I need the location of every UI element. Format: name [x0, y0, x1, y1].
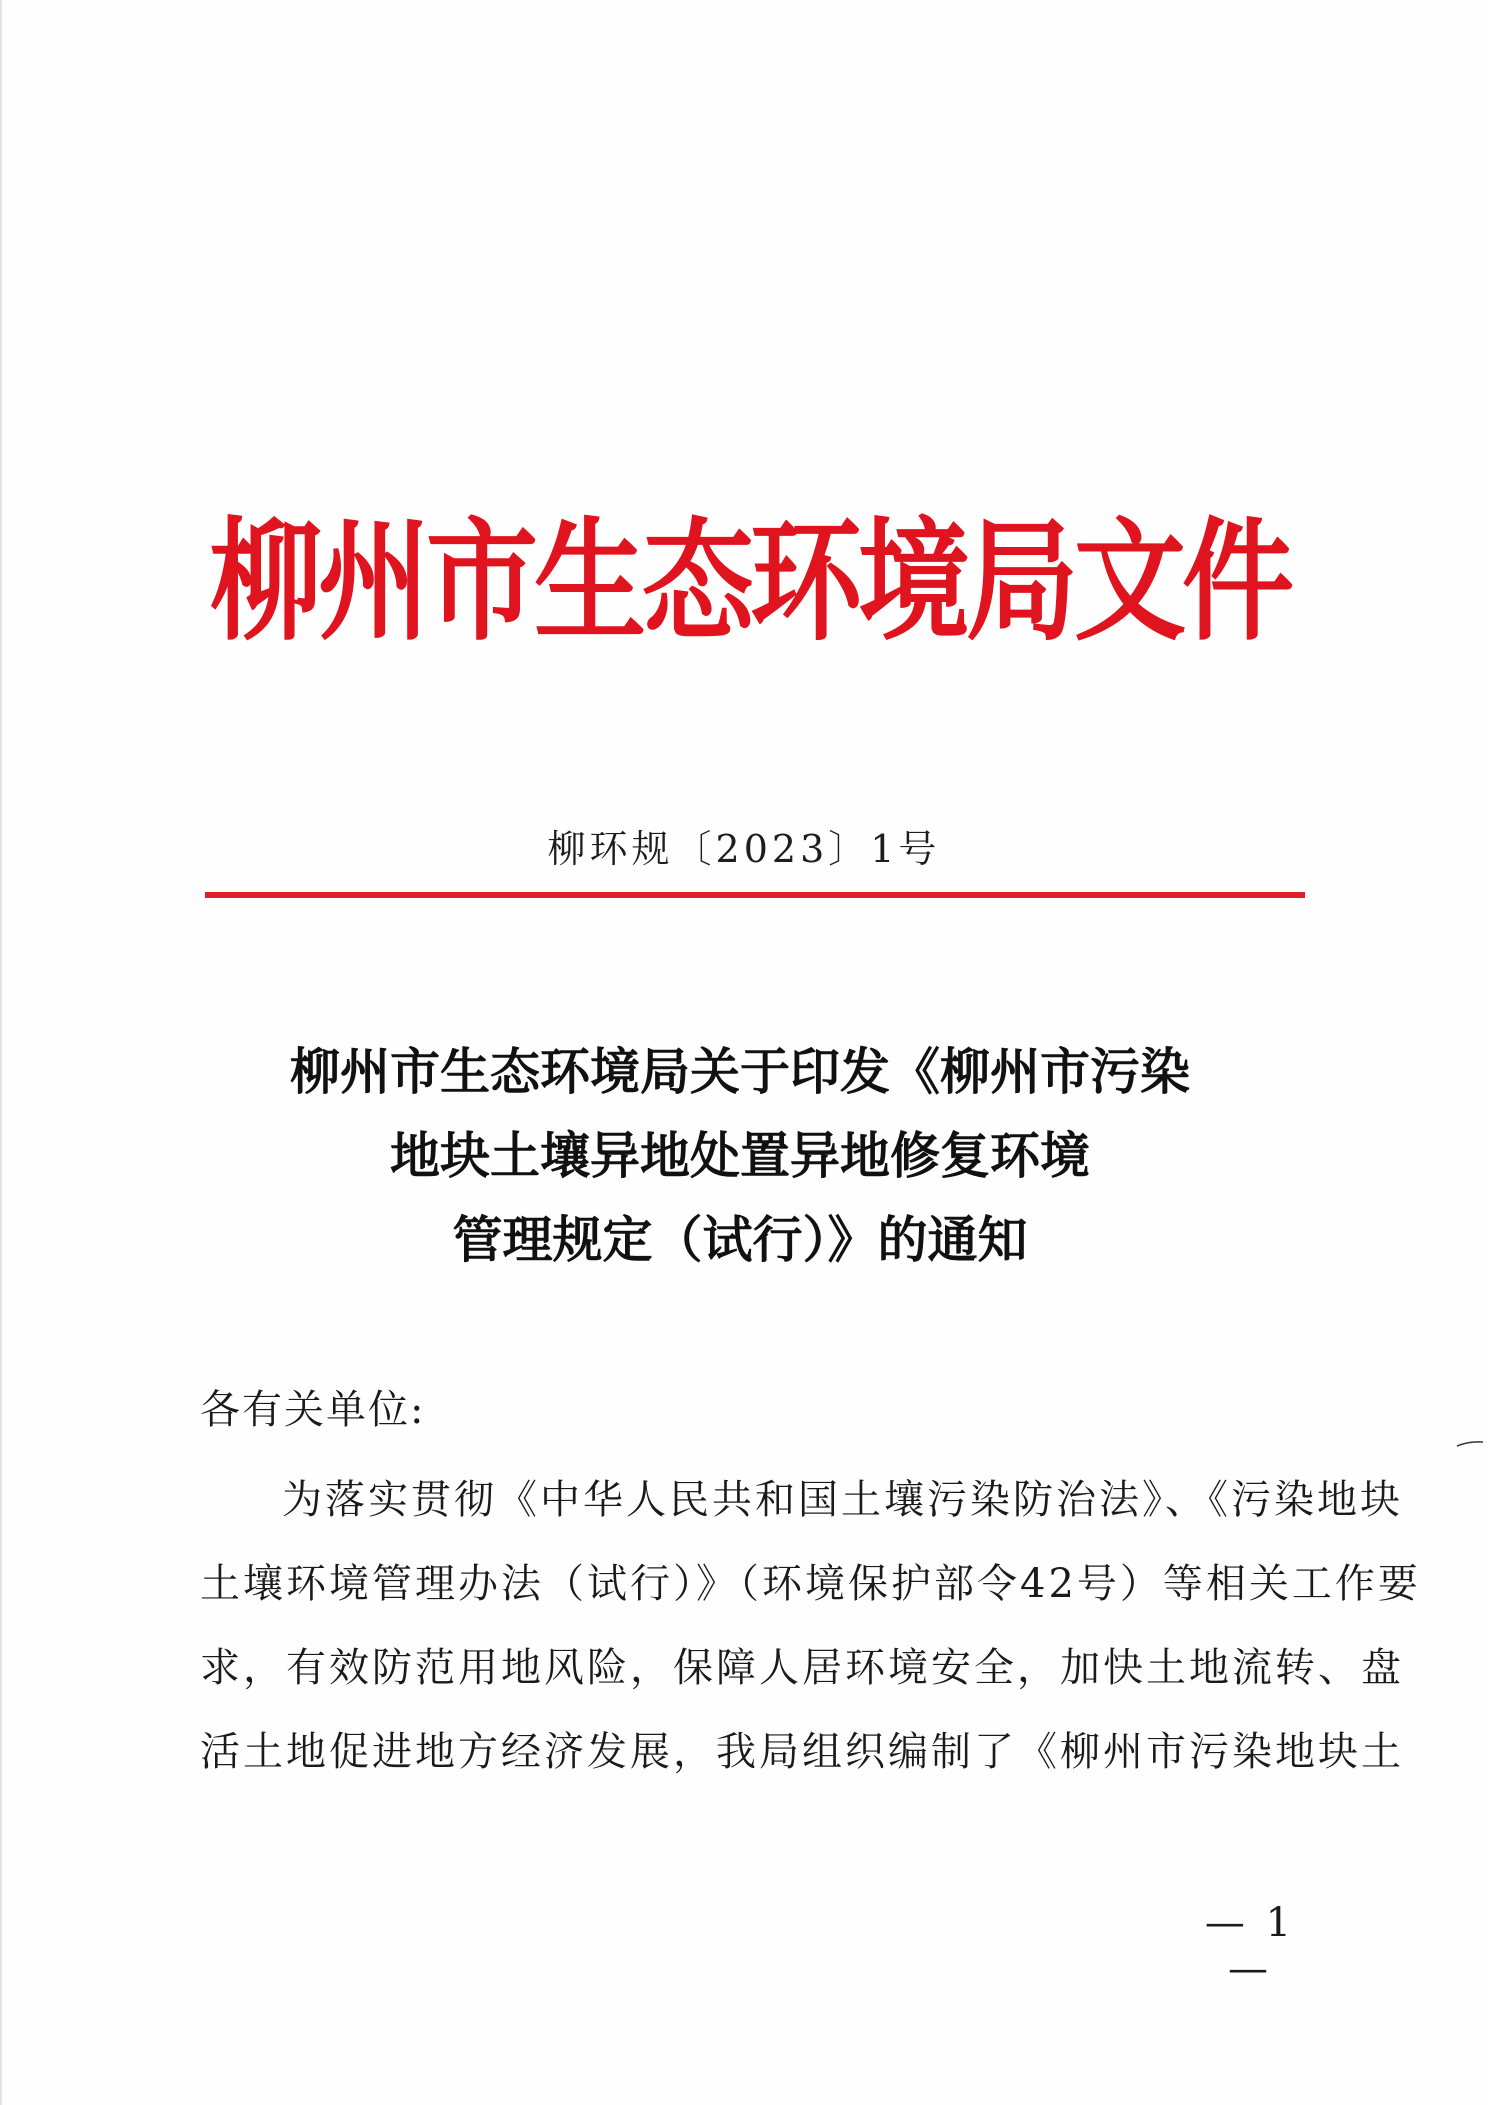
red-divider-line — [205, 892, 1305, 898]
notice-title-line-2: 地块土壤异地处置异地修复环境 — [390, 1126, 1090, 1185]
notice-title-line-1: 柳州市生态环境局关于印发《柳州市污染 — [290, 1042, 1190, 1101]
body-line-2: 土壤环境管理办法（试行）》（环境保护部令42号）等相关工作要 — [200, 1561, 1421, 1607]
scan-edge — [0, 0, 3, 2105]
body-line-4: 活土地促进地方经济发展，我局组织编制了《柳州市污染地块土 — [200, 1729, 1404, 1775]
document-number: 柳环规〔2023〕1号 — [547, 827, 941, 871]
document-masthead: 柳州市生态环境局文件 — [210, 504, 1290, 660]
salutation: 各有关单位: — [200, 1387, 426, 1433]
body-paragraph — [200, 1458, 1421, 1794]
body-line-3: 求，有效防范用地风险，保障人居环境安全，加快土地流转、盘 — [200, 1645, 1404, 1691]
notice-title — [180, 1030, 1300, 1282]
page-number: — 1 — — [1204, 1900, 1296, 1992]
notice-title-line-3: 管理规定（试行）》的通知 — [452, 1210, 1028, 1269]
margin-pen-mark — [1455, 1440, 1485, 1448]
body-line-1: 为落实贯彻《中华人民共和国土壤污染防治法》、《污染地块 — [282, 1477, 1403, 1523]
